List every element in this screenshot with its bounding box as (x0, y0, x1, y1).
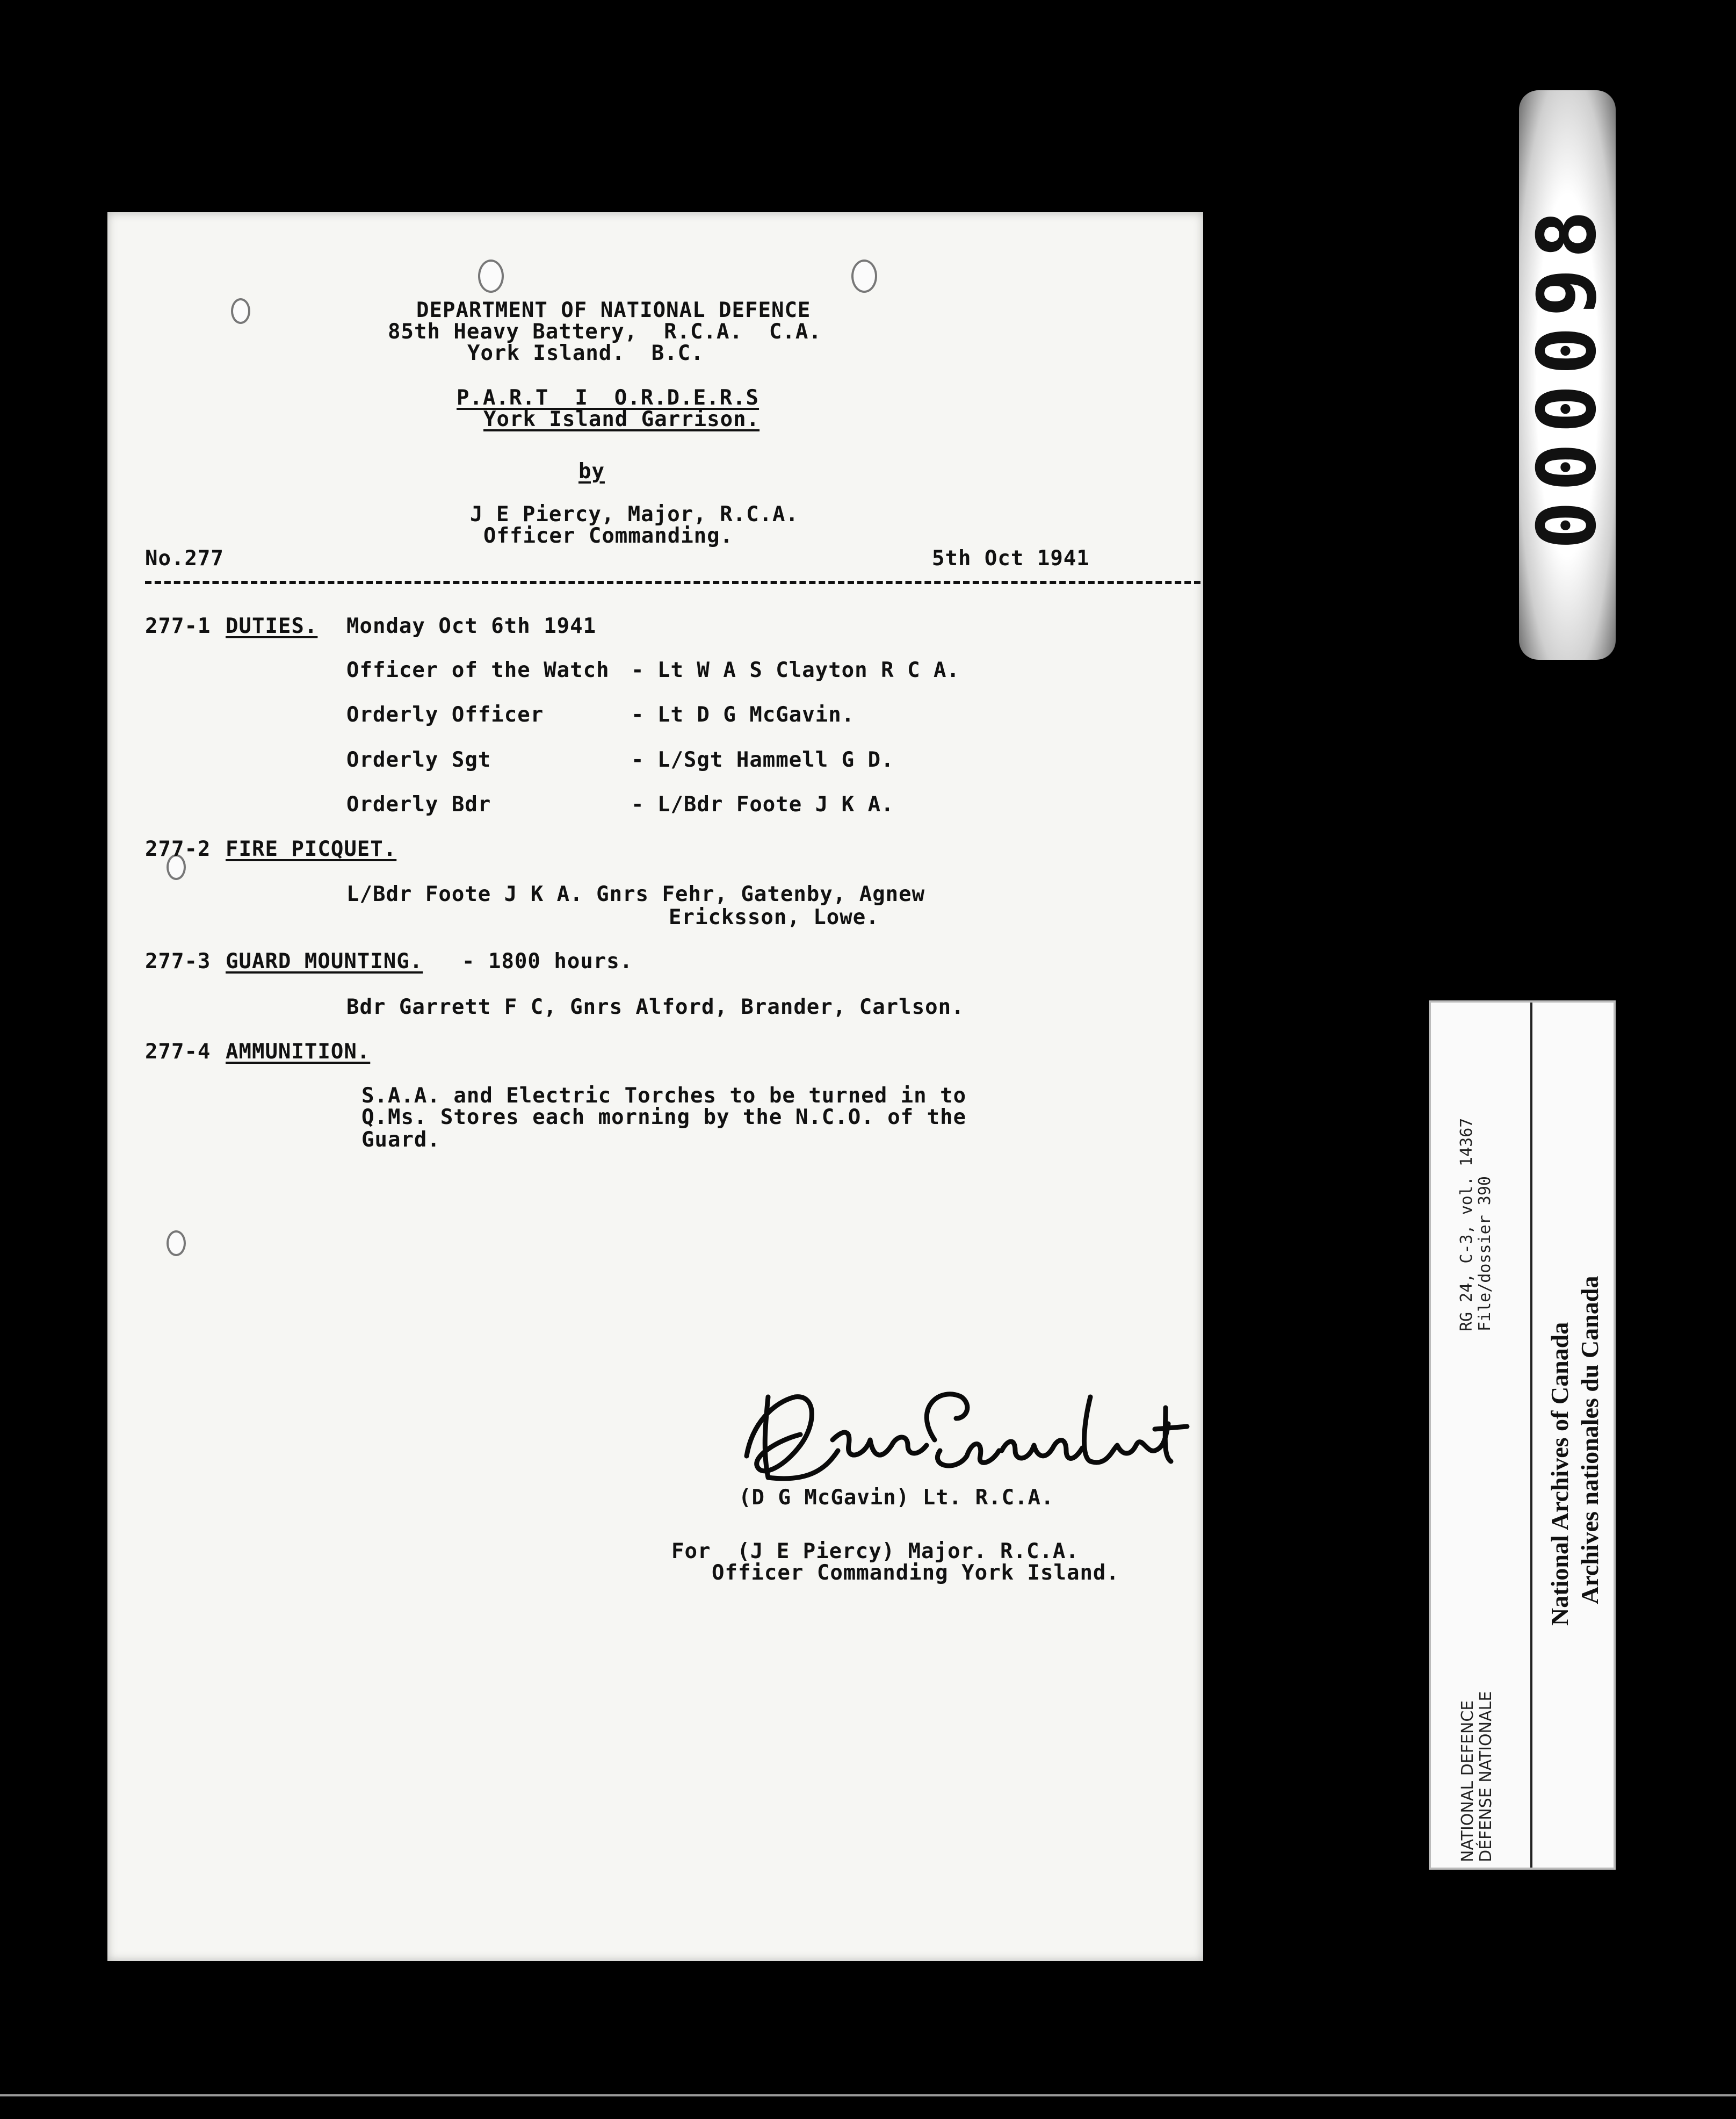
frame-number-stamp (1519, 90, 1616, 660)
archive-reference-line: File/dossier 390 (1475, 1176, 1494, 1331)
film-scratch-line (0, 2094, 1736, 2096)
archive-reference-line: RG 24, C-3, vol. 14367 (1457, 1118, 1476, 1331)
ammo-text-line: S.A.A. and Electric Torches to be turned in to (361, 1084, 967, 1108)
punch-hole (231, 298, 250, 324)
commanding-officer: J E Piercy, Major, R.C.A. (470, 502, 799, 527)
duty-name: - L/Sgt Hammell G D. (631, 748, 894, 772)
duty-role: Orderly Officer (346, 703, 544, 727)
guard-time: - 1800 hours. (462, 949, 633, 974)
document-page (107, 212, 1203, 1961)
section-number: 277-3 (145, 949, 211, 974)
separator-line (145, 581, 1200, 584)
punch-hole (851, 260, 877, 293)
duty-role: Officer of the Watch (346, 658, 610, 682)
signatory-name: (D G McGavin) Lt. R.C.A. (739, 1486, 1054, 1510)
section-title: DUTIES. (226, 614, 318, 638)
orders-title: P.A.R.T I O.R.D.E.R.S (457, 386, 760, 410)
section-title: GUARD MOUNTING. (226, 949, 423, 974)
handwritten-signature (736, 1375, 1203, 1499)
header-location: York Island. B.C. (467, 341, 704, 365)
section-number: 277-2 (145, 837, 211, 861)
ammo-text-line: Guard. (361, 1128, 440, 1152)
officer-commanding-line: Officer Commanding York Island. (712, 1561, 1119, 1585)
label-divider (1530, 1003, 1532, 1868)
header-department: DEPARTMENT OF NATIONAL DEFENCE (416, 298, 811, 322)
department-name (1459, 1691, 1495, 1862)
archive-label (1429, 1000, 1616, 1870)
punch-hole (167, 1230, 186, 1256)
guard-names: Bdr Garrett F C, Gnrs Alford, Brander, Carlson. (346, 995, 965, 1019)
section-number: 277-4 (145, 1040, 211, 1064)
archives-name (1545, 1276, 1605, 1626)
duty-role: Orderly Bdr (346, 792, 491, 817)
order-number: No.277 (145, 546, 224, 571)
duty-name: - Lt W A S Clayton R C A. (631, 658, 960, 682)
for-line: For (J E Piercy) Major. R.C.A. (671, 1539, 1079, 1563)
fire-picquet-names: L/Bdr Foote J K A. Gnrs Fehr, Gatenby, Agnew (346, 882, 925, 906)
section-title: AMMUNITION. (226, 1040, 371, 1064)
duty-name: - Lt D G McGavin. (631, 703, 855, 727)
duties-date: Monday Oct 6th 1941 (346, 614, 597, 638)
commanding-officer-role: Officer Commanding. (483, 524, 734, 548)
orders-subtitle: York Island Garrison. (483, 407, 760, 431)
frame-number: 000098 (1521, 200, 1614, 550)
order-date: 5th Oct 1941 (932, 546, 1090, 571)
department-name-en: NATIONAL DEFENCE (1458, 1700, 1477, 1862)
archive-reference (1458, 1118, 1494, 1331)
ammo-text-line: Q.Ms. Stores each morning by the N.C.O. of the (361, 1105, 967, 1129)
fire-picquet-names-cont: Ericksson, Lowe. (669, 905, 879, 929)
archives-name-en: National Archives of Canada (1546, 1322, 1573, 1626)
header-battery: 85th Heavy Battery, R.C.A. C.A. (388, 320, 822, 344)
duty-name: - L/Bdr Foote J K A. (631, 792, 894, 817)
section-number: 277-1 (145, 614, 211, 638)
orders-by: by (578, 459, 605, 484)
duty-role: Orderly Sgt (346, 748, 491, 772)
punch-hole (478, 260, 504, 293)
department-name-fr: DÉFENSE NATIONALE (1477, 1691, 1495, 1862)
archives-name-fr: Archives nationales du Canada (1576, 1275, 1603, 1604)
section-title: FIRE PICQUET. (226, 837, 397, 861)
